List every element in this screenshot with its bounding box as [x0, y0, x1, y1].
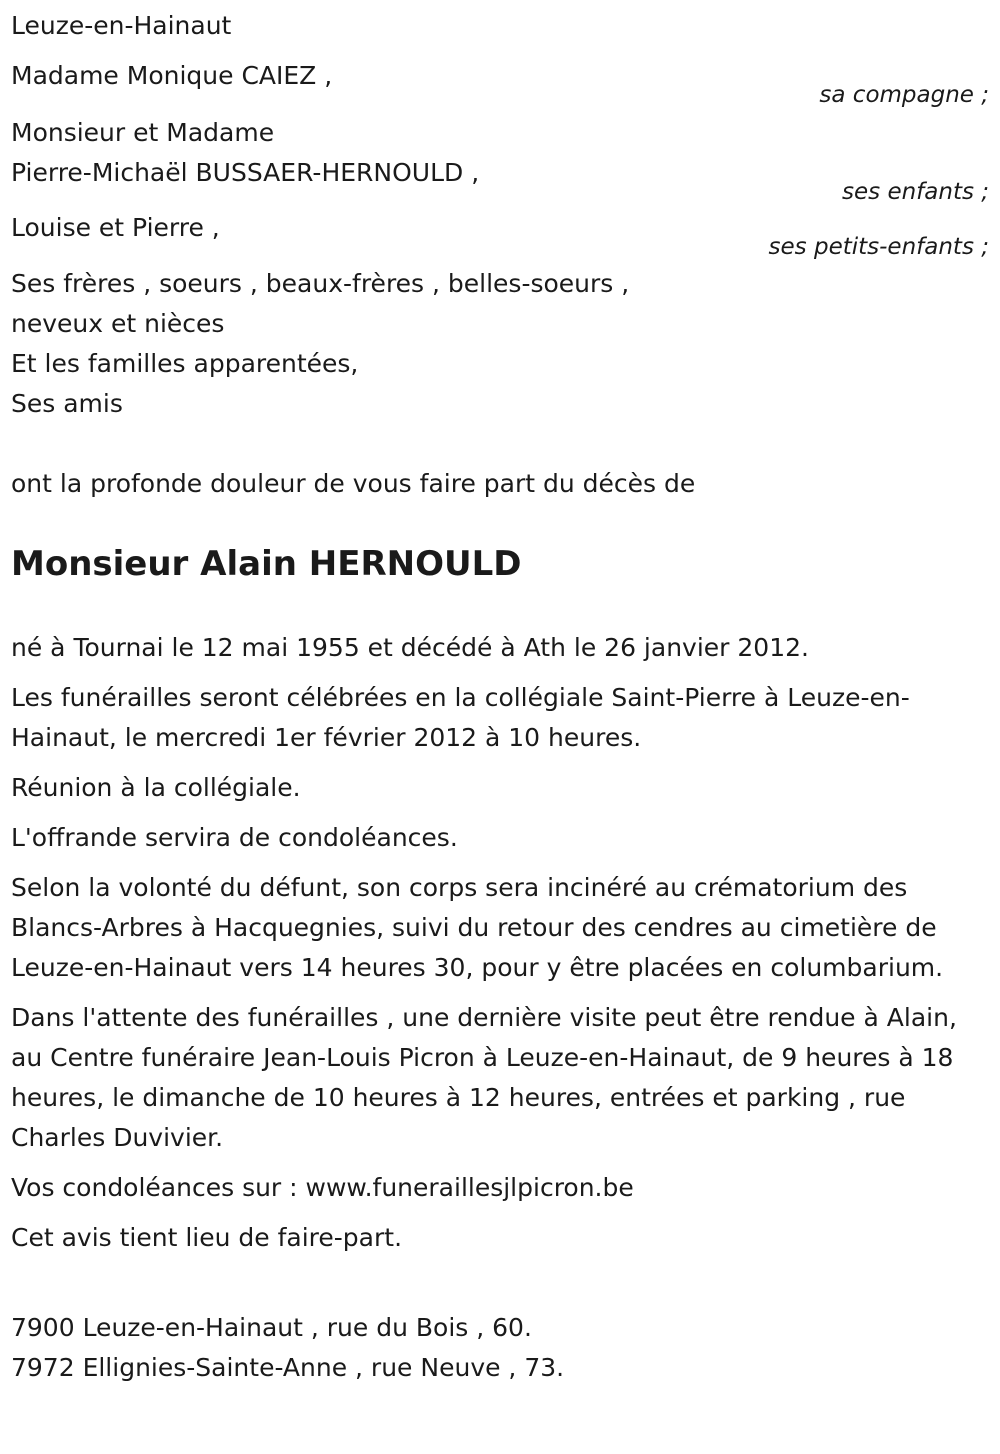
children-line-1: Monsieur et Madame [11, 118, 275, 147]
funeral-paragraph: Les funérailles seront célébrées en la collégiale Saint-Pierre à Leuze-en-Hainaut, le mercredi 1er février 2012 à 10 heures. [11, 683, 910, 752]
cremation-paragraph: Selon la volonté du défunt, son corps sera incinéré au crématorium des Blancs-Arbres à Hacquegnies, suivi du retour des cendres au cimetière de Leuze-en-Hainaut vers 14 heures 30, pour y être placées en columbarium. [11, 873, 944, 982]
meeting-paragraph: Réunion à la collégiale. [11, 773, 301, 802]
family-line: Ses amis [11, 389, 123, 418]
obituary-notice [11, 6, 989, 1388]
condolences-paragraph: Vos condoléances sur : www.funeraillesjlpicron.be [11, 1173, 634, 1202]
grandchildren-names: Louise et Pierre , [11, 213, 220, 242]
family-line: Ses frères , soeurs , beaux-frères , belles-soeurs , [11, 269, 630, 298]
notice-paragraph: Cet avis tient lieu de faire-part. [11, 1223, 403, 1252]
city-header [11, 6, 989, 46]
announcement-intro: ont la profonde douleur de vous faire part du décès de [11, 469, 696, 498]
grandchildren-group [11, 208, 989, 259]
deceased-name: Monsieur Alain HERNOULD [11, 544, 522, 584]
children-group [11, 113, 989, 204]
address-line: 7900 Leuze-en-Hainaut , rue du Bois , 60. [11, 1313, 532, 1342]
address-line: 7972 Ellignies-Sainte-Anne , rue Neuve , 73. [11, 1353, 565, 1382]
partner-name: Madame Monique CAIEZ , [11, 61, 333, 90]
offering-paragraph: L'offrande servira de condoléances. [11, 823, 458, 852]
city-name: Leuze-en-Hainaut [11, 11, 232, 40]
partner-group [11, 56, 989, 107]
addresses-section [11, 1308, 989, 1388]
grandchildren-role: ses petits-enfants ; [768, 234, 989, 260]
family-line: Et les familles apparentées, [11, 349, 359, 378]
children-line-2: Pierre-Michaël BUSSAER-HERNOULD , [11, 158, 480, 187]
partner-role: sa compagne ; [819, 82, 989, 108]
family-line: neveux et nièces [11, 309, 225, 338]
family-group [11, 264, 989, 424]
visitation-paragraph: Dans l'attente des funérailles , une dernière visite peut être rendue à Alain, au Centre funéraire Jean-Louis Picron à Leuze-en-Hainaut, de 9 heures à 18 heures, le dimanche de 10 heures à 12 heures, entrées et parking , rue Charles Duvivier. [11, 1003, 957, 1152]
children-role: ses enfants ; [842, 179, 989, 205]
birth-death-paragraph: né à Tournai le 12 mai 1955 et décédé à Ath le 26 janvier 2012. [11, 633, 809, 662]
details-section [11, 628, 989, 1258]
